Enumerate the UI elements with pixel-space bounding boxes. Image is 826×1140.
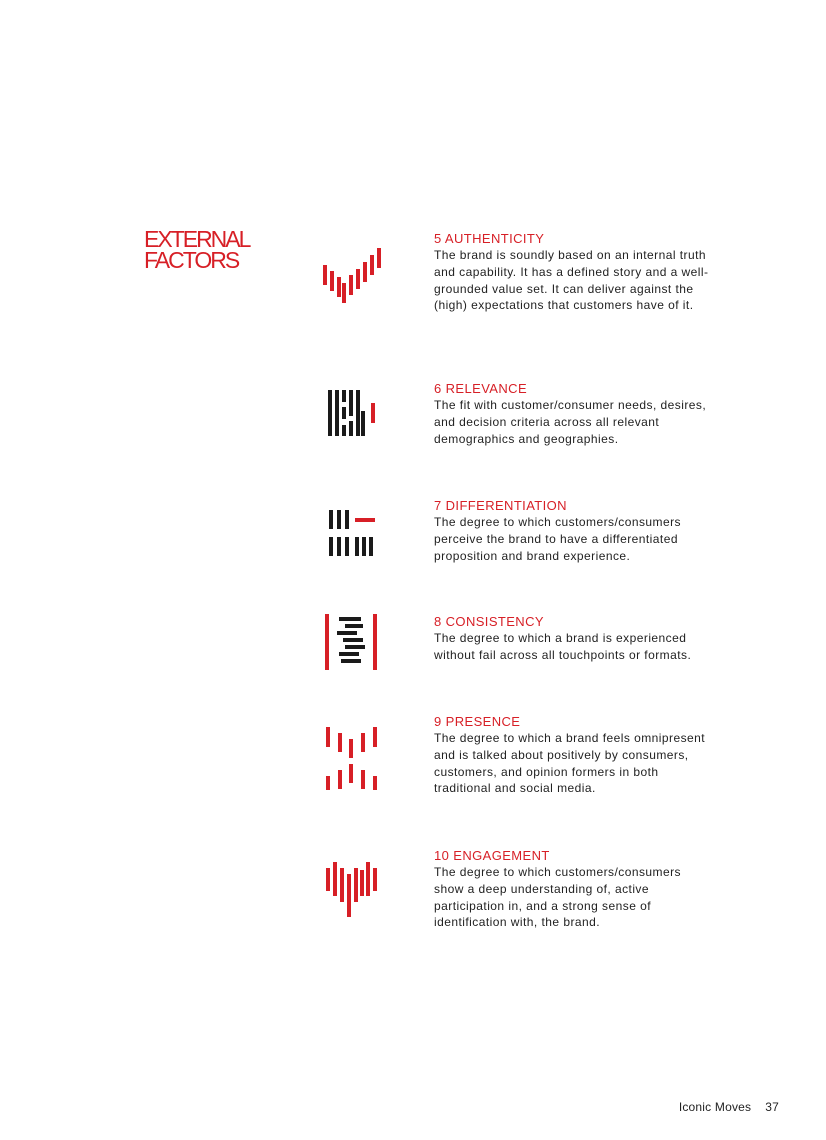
factor-description: The degree to which a brand feels omnipresent and is talked about positively by consumers, customers, and opinion formers in both traditional and social media. [434, 731, 706, 796]
factor-description: The degree to which customers/consumers show a deep understanding of, active participation in, and a strong sense of identification with, the brand. [434, 865, 681, 930]
presence-bars-icon [320, 714, 384, 790]
page-footer [679, 1100, 779, 1114]
footer-publication-title: Iconic Moves [678, 1100, 752, 1114]
page-number: 37 [765, 1100, 779, 1114]
factor-heading: 10 ENGAGEMENT [434, 848, 550, 863]
relevance-bars-icon [320, 381, 384, 457]
factor-description: The brand is soundly based on an internal truth and capability. It has a defined story and a well-grounded value set. It can deliver against the (high) expectations that customers have of it. [434, 248, 709, 313]
engagement-heart-bars-icon [320, 848, 384, 924]
section-title-line-2: FACTORS [144, 247, 239, 273]
consistency-bars-icon [320, 614, 384, 690]
factor-description: The degree to which customers/consumers perceive the brand to have a differentiated proposition and brand experience. [434, 515, 681, 563]
factor-description: The fit with customer/consumer needs, desires, and decision criteria across all relevant demographics and geographies. [434, 398, 707, 446]
factor-description: The degree to which a brand is experienced without fail across all touchpoints or formats. [434, 631, 692, 662]
factor-heading: 5 AUTHENTICITY [434, 231, 545, 246]
differentiation-bars-icon [320, 498, 384, 574]
section-title-line-1: EXTERNAL [144, 226, 250, 252]
factor-heading: 9 PRESENCE [434, 714, 521, 729]
factor-heading: 7 DIFFERENTIATION [434, 498, 567, 513]
factor-heading: 6 RELEVANCE [434, 381, 528, 396]
section-title [144, 226, 284, 273]
authenticity-checkmark-bars-icon [320, 231, 384, 307]
factor-heading: 8 CONSISTENCY [434, 614, 544, 629]
